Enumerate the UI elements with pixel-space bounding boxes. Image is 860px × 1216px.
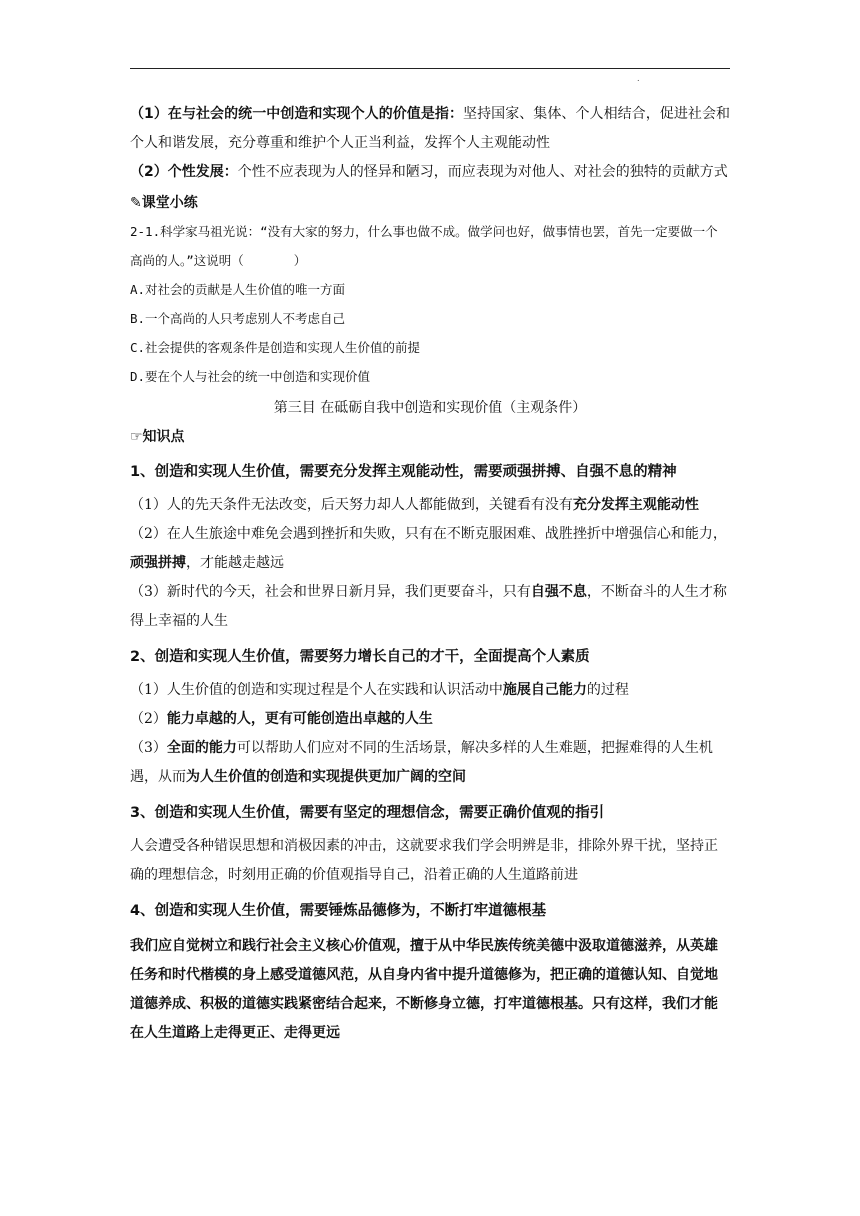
part2-item1 xyxy=(130,100,730,158)
kp1-item2-text: （2）在人生旅途中难免会遇到挫折和失败，只有在不断克服困难、战胜挫折中增强信心和能力， xyxy=(130,526,727,542)
knowledge-heading: ☞知识点 xyxy=(130,429,185,445)
kp1-item3-emphasis: 自强不息 xyxy=(530,584,587,600)
kp2-item1-emphasis: 施展自己能力 xyxy=(502,682,587,698)
option-c[interactable]: C.社会提供的客观条件是创造和实现人生价值的前提 xyxy=(130,340,421,355)
kp1-item1 xyxy=(130,491,730,520)
header-rule xyxy=(130,68,730,69)
option-b[interactable]: B.一个高尚的人只考虑别人不考虑自己 xyxy=(130,311,346,326)
kp1-item1-emphasis: 充分发挥主观能动性 xyxy=(572,497,699,513)
kp1-item3-text: （3）新时代的今天，社会和世界日新月异，我们更要奋斗，只有 xyxy=(130,584,531,600)
kp1-item2-tail: ，才能越走越远 xyxy=(186,555,284,571)
page-content xyxy=(130,100,730,1062)
part2-item2-text: 个性不应表现为人的怪异和陋习，而应表现为对他人、对社会的独特的贡献方式 xyxy=(237,164,728,180)
kp1-item2 xyxy=(130,520,730,578)
kp2-item2-emphasis: 能力卓越的人，更有可能创造出卓越的人生 xyxy=(166,711,433,727)
options-row-1 xyxy=(130,275,730,333)
part2-item1-text: 坚持国家、集体、个人相结合，促进社会和个人和谐发展，充分尊重和维护个人正当利益，发挥个人主观能动性 xyxy=(130,106,730,151)
kp2-item3 xyxy=(130,734,730,792)
kp1-item2-emphasis: 顽强拼搏 xyxy=(130,555,186,571)
kp1-item3-tail: ，不断奋斗的人生才称得上幸福的人生 xyxy=(130,584,727,629)
kp2-title: 2、创造和实现人生价值，需要努力增长自己的才干，全面提高个人素质 xyxy=(130,649,590,665)
kp2-item3-label: （3） xyxy=(130,740,167,756)
option-a[interactable]: A.对社会的贡献是人生价值的唯一方面 xyxy=(130,282,346,297)
kp2-item1-tail: 的过程 xyxy=(586,682,629,698)
kp1-title: 1、创造和实现人生价值，需要充分发挥主观能动性，需要顽强拼搏、自强不息的精神 xyxy=(130,464,677,480)
part2-item2-label: （2）个性发展： xyxy=(130,164,238,180)
kp2-item3-text: 可以帮助人们应对不同的生活场景，解决多样的人生难题，把握难得的人生机遇，从而 xyxy=(130,740,713,785)
kp2-item2 xyxy=(130,705,730,734)
kp3-title: 3、创造和实现人生价值，需要有坚定的理想信念，需要正确价值观的指引 xyxy=(130,805,605,821)
kp2-item1-text: （1）人生价值的创造和实现过程是个人在实践和认识活动中 xyxy=(130,682,503,698)
kp2-item3-emphasis: 全面的能力 xyxy=(166,740,237,756)
practice-heading: ✎课堂小练 xyxy=(130,195,198,211)
options-row-2 xyxy=(130,333,730,391)
header-dot: . xyxy=(637,74,640,83)
kp2-item1 xyxy=(130,676,730,705)
kp4-text: 我们应自觉树立和践行社会主义核心价值观，擅于从中华民族传统美德中汲取道德滋养，从英雄任务和时代楷模的身上感受道德风范，从自身内省中提升道德修为，把正确的道德认知、自觉地道德养成、积极的道德实践紧密结合起来，不断修身立德，打牢道德根基。只有这样，我们才能在人生道路上走得更正、走得更远 xyxy=(130,938,718,1041)
kp2-item3-emphasis2: 为人生价值的创造和实现提供更加广阔的空间 xyxy=(186,769,466,785)
kp3-text: 人会遭受各种错误思想和消极因素的冲击，这就要求我们学会明辨是非，排除外界干扰，坚持正确的理想信念，时刻用正确的价值观指导自己，沿着正确的人生道路前进 xyxy=(130,838,718,883)
part2-item1-label: （1）在与社会的统一中创造和实现个人的价值是指： xyxy=(130,106,464,122)
part2-item2 xyxy=(130,158,730,187)
option-d[interactable]: D.要在个人与社会的统一中创造和实现价值 xyxy=(130,369,371,384)
practice-question: 2-1.科学家马祖光说：“没有大家的努力，什么事也做不成。做学问也好，做事情也罢，首先一定要做一个高尚的人。”这说明（ ） xyxy=(130,224,718,268)
section3-title: 第三目 在砥砺自我中创造和实现价值（主观条件） xyxy=(273,400,587,416)
kp4-title: 4、创造和实现人生价值，需要锤炼品德修为，不断打牢道德根基 xyxy=(130,903,547,919)
kp2-item2-label: （2） xyxy=(130,711,167,727)
kp1-item1-text: （1）人的先天条件无法改变，后天努力却人人都能做到，关键看有没有 xyxy=(130,497,573,513)
kp1-item3 xyxy=(130,578,730,636)
